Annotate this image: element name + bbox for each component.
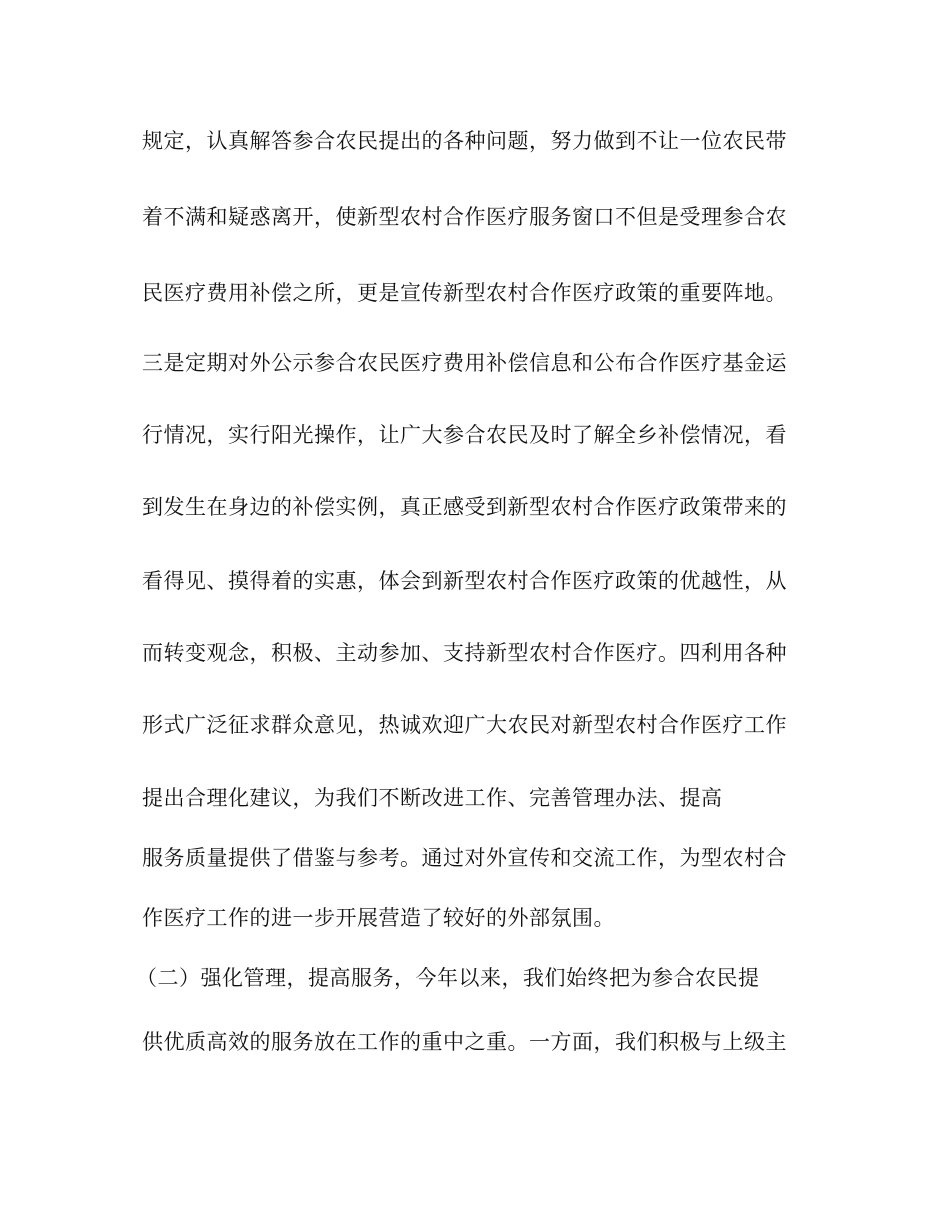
section-heading-line: （二）强化管理，提高服务，今年以来，我们始终把为参合农民提 <box>136 966 760 990</box>
body-text-line: 看得见、摸得着的实惠，体会到新型农村合作医疗政策的优越性，从 <box>142 569 787 593</box>
body-text-line: 作医疗工作的进一步开展营造了较好的外部氛围。 <box>142 906 615 930</box>
body-text-line: 规定，认真解答参合农民提出的各种问题，努力做到不让一位农民带 <box>142 129 787 153</box>
body-text-line: 到发生在身边的补偿实例，真正感受到新型农村合作医疗政策带来的 <box>142 495 787 519</box>
body-text-line: 提出合理化建议，为我们不断改进工作、完善管理办法、提高 <box>142 786 723 810</box>
body-text-line: 民医疗费用补偿之所，更是宣传新型农村合作医疗政策的重要阵地。 <box>142 281 787 305</box>
body-text-line: 三是定期对外公示参合农民医疗费用补偿信息和公布合作医疗基金运 <box>142 351 787 375</box>
body-text-line: 行情况，实行阳光操作，让广大参合农民及时了解全乡补偿情况，看 <box>142 423 787 447</box>
body-text-line: 形式广泛征求群众意见，热诚欢迎广大农民对新型农村合作医疗工作 <box>142 713 787 737</box>
body-text-line: 而转变观念，积极、主动参加、支持新型农村合作医疗。四利用各种 <box>142 641 787 665</box>
body-text-line: 着不满和疑惑离开，使新型农村合作医疗服务窗口不但是受理参合农 <box>142 205 787 229</box>
body-text-line: 服务质量提供了借鉴与参考。通过对外宣传和交流工作，为型农村合 <box>142 846 787 870</box>
body-text-line: 供优质高效的服务放在工作的重中之重。一方面，我们积极与上级主 <box>142 1030 787 1054</box>
